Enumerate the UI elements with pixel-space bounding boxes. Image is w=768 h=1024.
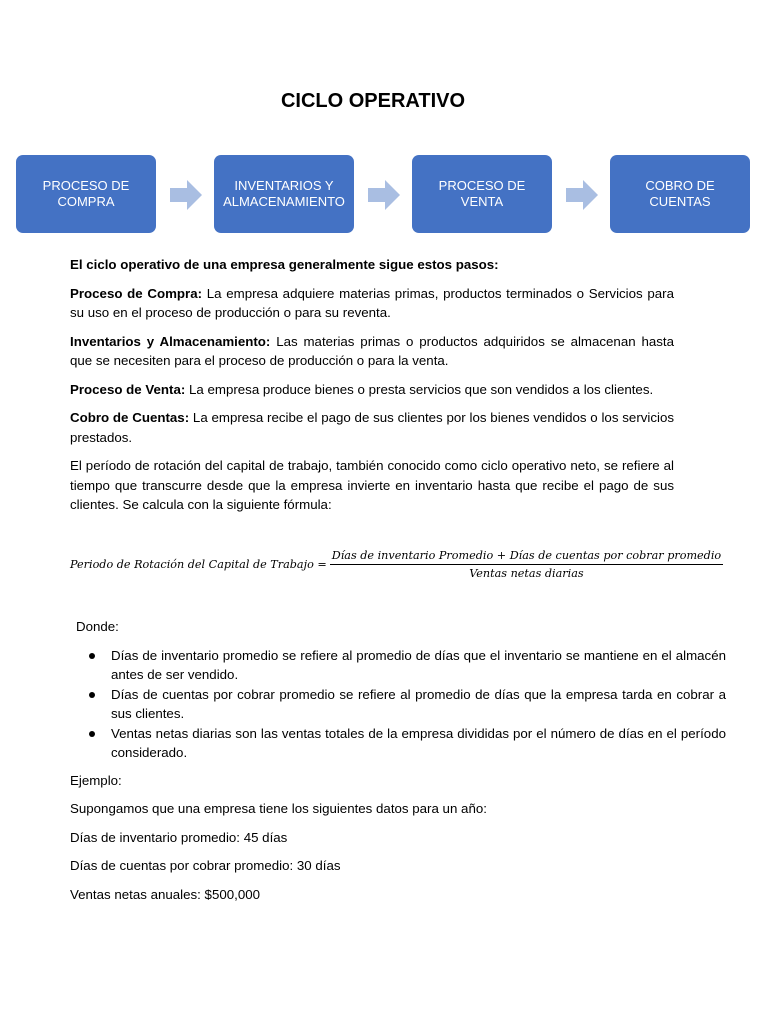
formula-lhs: Periodo de Rotación del Capital de Trabajo =	[70, 558, 327, 571]
formula	[70, 549, 738, 580]
step-term: Cobro de Cuentas:	[70, 410, 190, 425]
example-line: Días de inventario promedio: 45 días	[70, 829, 288, 845]
arrow-right-icon	[368, 179, 400, 211]
rotation-paragraph: El período de rotación del capital de trabajo, también conocido como ciclo operativo neto, se refiere al tiempo que transcurre desde que la empresa invierte en inventario hasta que recibe el pago de sus clientes. Se calcula con la siguiente fórmula:	[70, 458, 674, 512]
step-box-cobro: COBRO DE CUENTAS	[610, 155, 750, 233]
step-term: Proceso de Compra:	[70, 285, 203, 301]
step-box-venta: PROCESO DE VENTA	[412, 155, 552, 233]
definitions-list	[70, 646, 726, 763]
step-desc: Las materias primas o productos adquiridos se almacenan hasta que se necesiten para el proceso de producción o para la venta.	[70, 333, 674, 368]
body-text	[70, 255, 674, 524]
page-title: CICLO OPERATIVO	[280, 90, 466, 112]
list-item: Días de inventario promedio se refiere al promedio de días que el inventario se mantiene en el almacén antes de ser vendido.	[70, 646, 726, 685]
formula-fraction	[330, 549, 723, 580]
intro-text: El ciclo operativo de una empresa generalmente sigue estos pasos:	[70, 257, 499, 272]
list-item: Ventas netas diarias son las ventas totales de la empresa divididas por el número de días en el período considerado.	[70, 724, 726, 763]
step-box-inventarios: INVENTARIOS Y ALMACENAMIENTO	[214, 155, 354, 233]
arrow-right-icon	[566, 179, 598, 211]
step-desc: La empresa adquiere materias primas, productos terminados o Servicios para su uso en el proceso de producción o para su reventa.	[70, 285, 674, 320]
step-description	[70, 284, 674, 323]
arrow-right-icon	[170, 179, 202, 211]
step-description	[70, 408, 674, 447]
bullet-icon	[89, 731, 95, 737]
step-desc: La empresa recibe el pago de sus clientes por los bienes vendidos o los servicios prestados.	[70, 410, 674, 445]
list-item: Días de cuentas por cobrar promedio se refiere al promedio de días que la empresa tarda en cobrar a sus clientes.	[70, 685, 726, 724]
definitions-section	[70, 617, 726, 913]
example-label: Ejemplo:	[70, 772, 122, 788]
step-description	[70, 380, 674, 400]
donde-label: Donde:	[76, 619, 119, 634]
example-intro: Supongamos que una empresa tiene los siguientes datos para un año:	[70, 801, 487, 816]
step-description	[70, 332, 674, 371]
step-term: Inventarios y Almacenamiento:	[70, 333, 271, 349]
formula-numerator: Días de inventario Promedio + Días de cuentas por cobrar promedio	[330, 549, 723, 565]
bullet-icon	[89, 692, 95, 698]
step-term: Proceso de Venta:	[70, 381, 186, 397]
bullet-icon	[89, 653, 95, 659]
step-desc: La empresa produce bienes o presta servicios que son vendidos a los clientes.	[185, 381, 654, 397]
example-line: Días de cuentas por cobrar promedio: 30 días	[70, 858, 341, 873]
formula-denominator: Ventas netas diarias	[469, 567, 584, 580]
example-line: Ventas netas anuales: $500,000	[70, 886, 261, 902]
step-box-compra: PROCESO DE COMPRA	[16, 155, 156, 233]
operating-cycle-diagram	[0, 155, 768, 235]
